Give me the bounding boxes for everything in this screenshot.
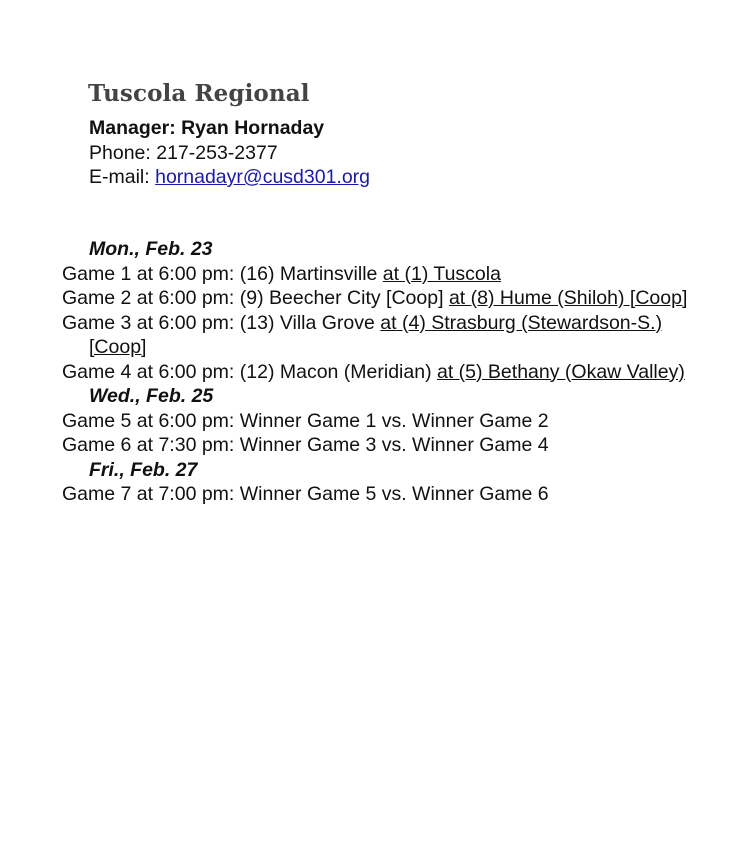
game-7: Game 7 at 7:00 pm: Winner Game 5 vs. Winner Game 6 xyxy=(62,483,549,505)
day-heading-mon: Mon., Feb. 23 xyxy=(89,238,213,260)
game-4 xyxy=(62,360,702,385)
day-heading-fri: Fri., Feb. 27 xyxy=(89,458,198,481)
day-heading-wed: Wed., Feb. 25 xyxy=(89,385,214,407)
game-6: Game 6 at 7:30 pm: Winner Game 3 vs. Winner Game 4 xyxy=(62,434,549,456)
game-2-host: at (8) Hume (Shiloh) [Coop] xyxy=(448,287,688,309)
game-3 xyxy=(62,311,702,360)
game-1 xyxy=(62,262,702,287)
page-title: Tuscola Regional xyxy=(88,80,310,107)
game-2-text: Game 2 at 6:00 pm: (9) Beecher City [Coop] xyxy=(62,287,449,309)
email-link[interactable]: hornadayr@cusd301.org xyxy=(155,166,371,188)
game-1-text: Game 1 at 6:00 pm: (16) Martinsville xyxy=(62,262,383,285)
game-3-host: at (4) Strasburg (Stewardson-S.) [Coop] xyxy=(89,311,663,358)
phone-number: Phone: 217-253-2377 xyxy=(89,141,278,164)
game-4-host: at (5) Bethany (Okaw Valley) xyxy=(437,360,685,383)
manager-name: Manager: Ryan Hornaday xyxy=(89,117,325,139)
game-1-host: at (1) Tuscola xyxy=(382,262,501,285)
game-2 xyxy=(62,286,702,311)
contact-block xyxy=(89,116,370,190)
game-5: Game 5 at 6:00 pm: Winner Game 1 vs. Winner Game 2 xyxy=(62,409,549,432)
schedule xyxy=(62,237,702,507)
email-line xyxy=(89,165,370,190)
game-4-text: Game 4 at 6:00 pm: (12) Macon (Meridian) xyxy=(62,360,437,383)
game-3-text: Game 3 at 6:00 pm: (13) Villa Grove xyxy=(62,311,381,334)
email-label: E-mail: xyxy=(89,166,156,188)
